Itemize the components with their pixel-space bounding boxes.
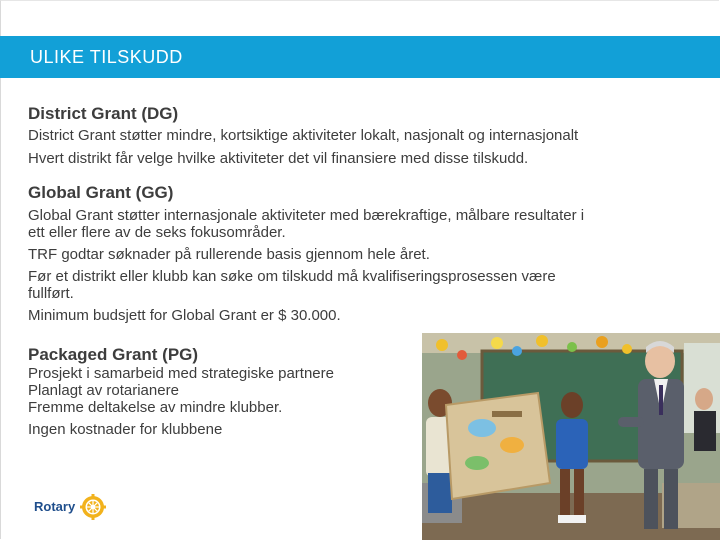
body-line: Hvert distrikt får velge hvilke aktiviteter det vil finansiere med disse tilskudd. [28,150,529,167]
body-line: TRF godtar søknader på rullerende basis gjennom hele året. [28,246,430,263]
section-heading-global-grant: Global Grant (GG) [28,183,174,202]
section-heading-packaged-grant: Packaged Grant (PG) [28,345,199,364]
body-line: ett eller flere av de seks fokusområder. [28,224,286,241]
rotary-wheel-icon [80,494,106,525]
section-heading-district-grant: District Grant (DG) [28,104,179,123]
body-line: Før et distrikt eller klubb kan søke om tilskudd må kvalifiseringsprosessen være [28,268,556,285]
body-line: fullført. [28,285,74,302]
classroom-photo [422,333,720,540]
slide-title: ULIKE TILSKUDD [30,47,183,67]
body-line: Global Grant støtter internasjonale aktiviteter med bærekraftige, målbare resultater i [28,207,585,224]
body-line: District Grant støtter mindre, kortsiktige aktiviteter lokalt, nasjonalt og internasjonalt [28,127,579,144]
body-line: Planlagt av rotarianere [28,382,179,399]
body-line: Ingen kostnader for klubbene [28,421,223,438]
body-line: Fremme deltakelse av mindre klubber. [28,399,283,416]
body-line: Prosjekt i samarbeid med strategiske partnere [28,365,334,382]
rotary-logo-text: Rotary [34,499,76,514]
body-line: Minimum budsjett for Global Grant er $ 30.000. [28,307,341,324]
